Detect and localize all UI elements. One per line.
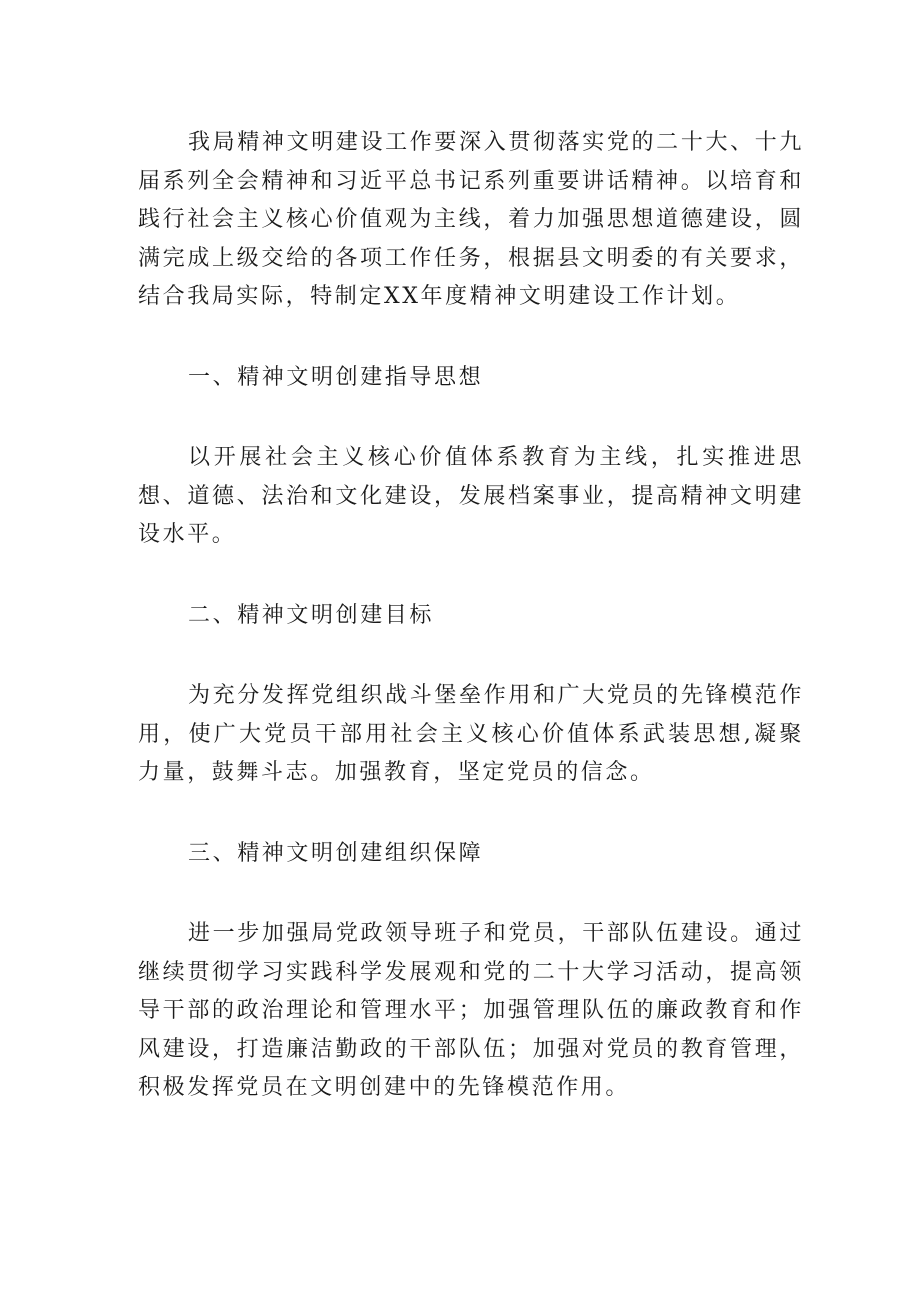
intro-paragraph: 我局精神文明建设工作要深入贯彻落实党的二十大、十九届系列全会精神和习近平总书记系列重要讲话精神。以培育和践行社会主义核心价值观为主线，着力加强思想道德建设，圆满完成上级交给的各项工作任务，根据县文明委的有关要求，结合我局实际，特制定XX年度精神文明建设工作计划。 [138, 130, 804, 309]
document-body [138, 124, 804, 1108]
section-3-heading: 三、精神文明创建组织保障 [188, 840, 484, 866]
section-2-paragraph: 为充分发挥党组织战斗堡垒作用和广大党员的先锋模范作用，使广大党员干部用社会主义核心价值体系武装思想,凝聚力量，鼓舞斗志。加强教育，坚定党员的信念。 [138, 683, 804, 785]
section-1-paragraph: 以开展社会主义核心价值体系教育为主线，扎实推进思想、道德、法治和文化建设，发展档案事业，提高精神文明建设水平。 [138, 445, 804, 547]
section-3-paragraph: 进一步加强局党政领导班子和党员，干部队伍建设。通过继续贯彻学习实践科学发展观和党的二十大学习活动，提高领导干部的政治理论和管理水平；加强管理队伍的廉政教育和作风建设，打造廉洁勤政的干部队伍；加强对党员的教育管理，积极发挥党员在文明创建中的先锋模范作用。 [138, 921, 804, 1100]
section-2-heading: 二、精神文明创建目标 [188, 602, 435, 628]
section-1-heading: 一、精神文明创建指导思想 [188, 364, 484, 390]
